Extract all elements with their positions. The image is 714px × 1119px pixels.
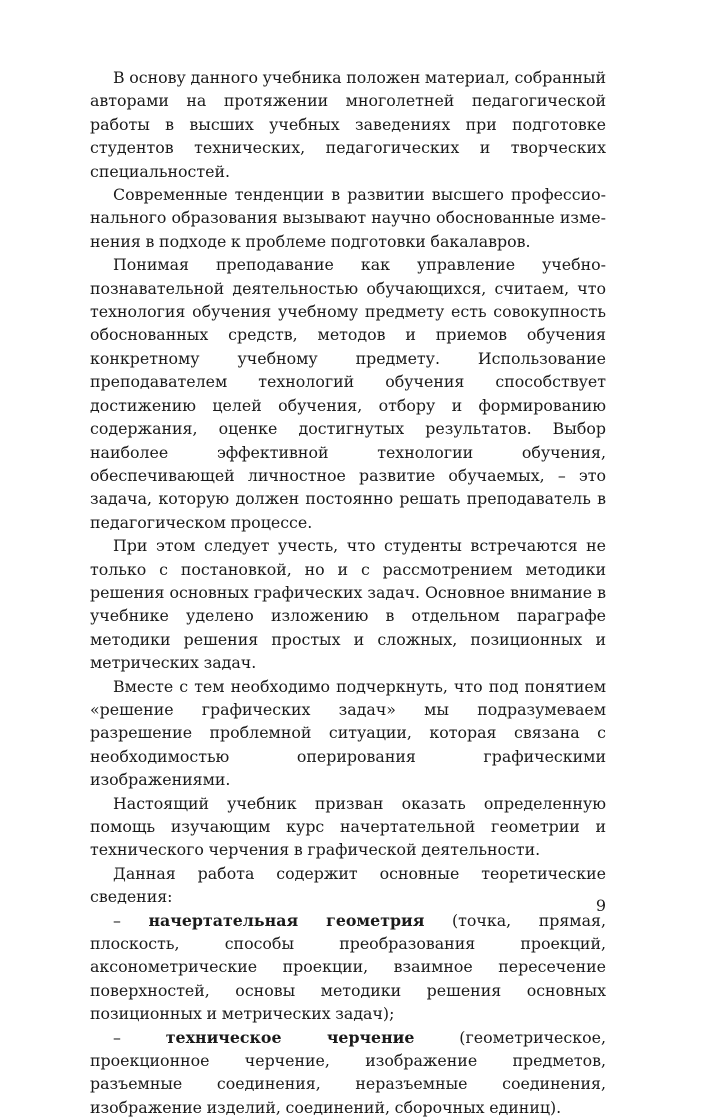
list-text: (точка, прямая, плоскость, способы преобразования проекций, аксонометрические проекции, взаимное пересечение поверхностей, основы методики решения основных позиционных и метрических задач); — [90, 910, 606, 1024]
list-dash: – — [113, 910, 121, 930]
list-item-technical-drawing — [90, 1026, 606, 1119]
paragraph: При этом следует учесть, что студенты встречаются не только с постановкой, но и с рассмотрением методики решения основных графических задач. Основное внимание в учебнике уделено изложению в отдельном параграфе методики решения простых и сложных, позиционных и метрических задач. — [90, 536, 606, 673]
list-item-descriptive-geometry — [90, 909, 606, 1026]
list-text: (геометрическое, проекционное черчение, изображение предметов, разъемные соединения, неразъемные соединения, изображение изделий, соединений, сборочных единиц). — [90, 1027, 606, 1117]
paragraph: Вместе с тем необходимо подчеркнуть, что под понятием «решение графических задач» мы подразумеваем разрешение проблемной ситуации, которая связана с необходимостью оперирования графическими изображениями. — [90, 676, 606, 790]
paragraph: В основу данного учебника положен материал, собранный авторами на протяжении многолетней педагогической работы в высших учебных заведениях при подготовке студентов технических, педагогических и творческих специальностей. — [90, 68, 606, 181]
list-term: начертательная геометрия — [148, 910, 425, 930]
paragraph: Современные тенденции в развитии высшего профессионального образования вызывают научно обоснованные изменения в подходе к проблеме подготовки бакалавров. — [90, 185, 606, 251]
paragraph: Настоящий учебник призван оказать определенную помощь изучающим курс начертательной геометрии и технического черчения в графической деятельности. — [90, 793, 606, 860]
page-number: 9 — [595, 896, 606, 915]
paragraph: Понимая преподавание как управление учебно-познавательной деятельностью обучающихся, считаем, что технология обучения учебному предмету есть совокупность обоснованных средств, методов и приемов обучения конкретному учебному предмету. Использование преподавателем технологий обучения способствует достижению целей обучения, отбору и формированию содержания, оценке достигнутых результатов. Выбор наиболее эффективной технологии обучения, обеспечивающей личностное развитие обучаемых, – это задача, которую должен постоянно решать преподаватель в педагогическом процессе. — [90, 255, 606, 532]
list-term: техническое черчение — [165, 1027, 415, 1047]
body-text — [90, 66, 606, 1119]
list-dash: – — [113, 1027, 121, 1047]
paragraph: Данная работа содержит основные теоретические сведения: — [90, 863, 606, 907]
